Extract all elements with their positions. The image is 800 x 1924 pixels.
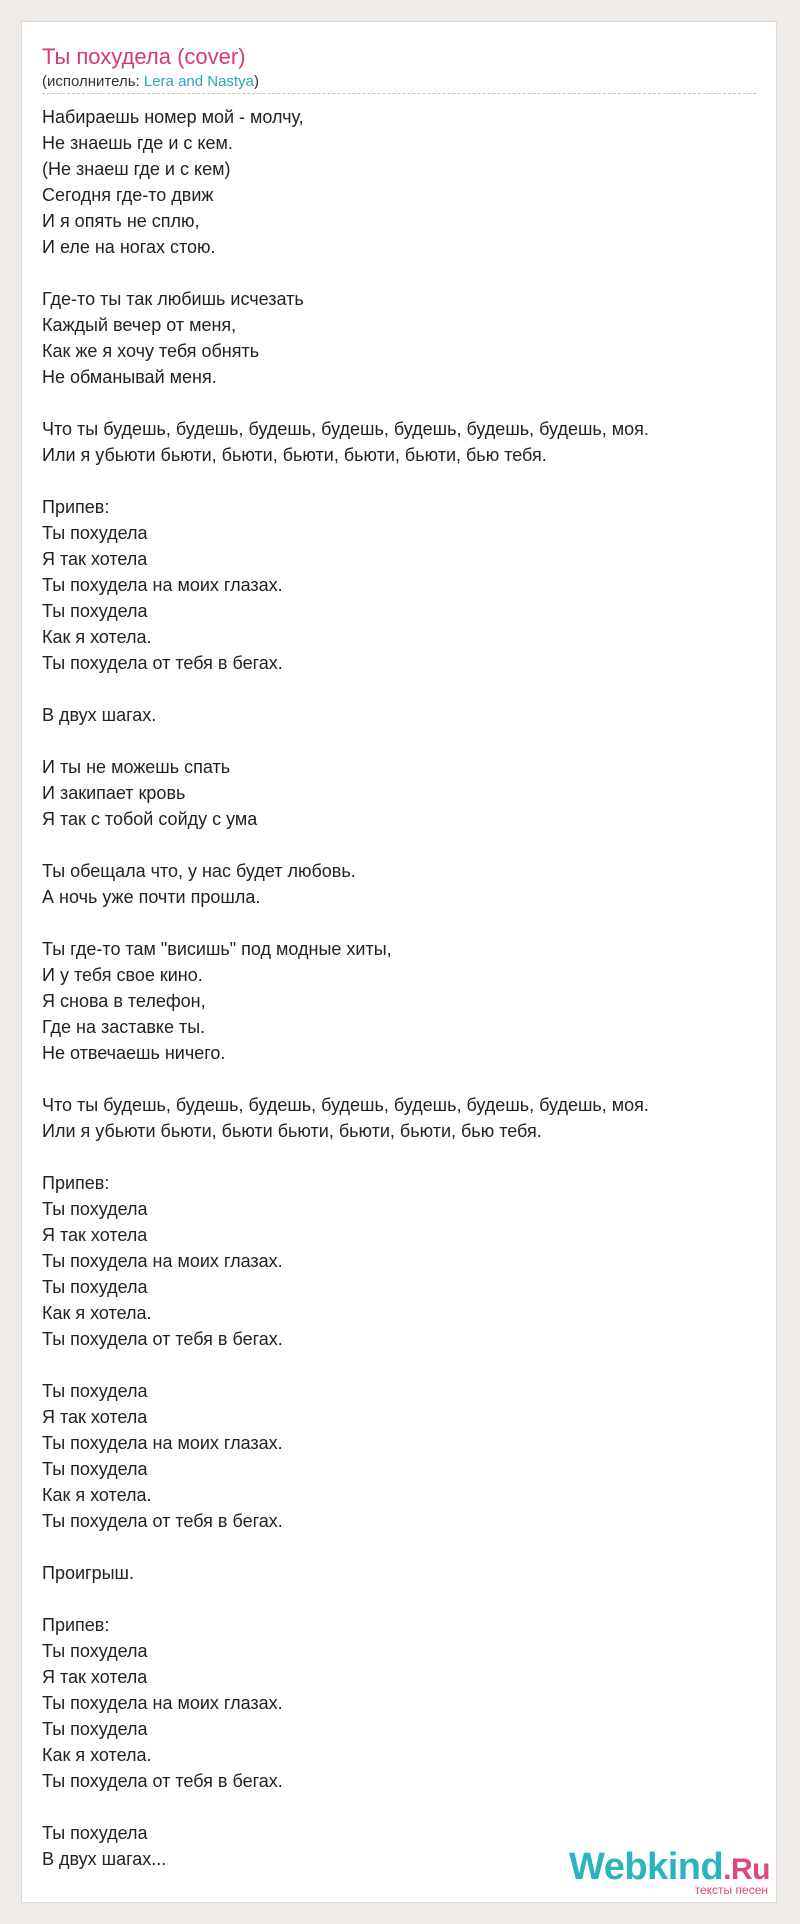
lyric-line: Как я хотела. [42, 1745, 152, 1765]
lyric-line [42, 260, 762, 286]
lyric-line: Где-то ты так любишь исчезать [42, 289, 304, 309]
artist-prefix: (исполнитель: [42, 73, 144, 90]
lyric-line: Ты похудела на моих глазах. [42, 1433, 283, 1453]
lyric-line: Ты похудела на моих глазах. [42, 1693, 283, 1713]
lyric-line: Что ты будешь, будешь, будешь, будешь, будешь, будешь, будешь, моя. [42, 419, 649, 439]
lyric-line: Я снова в телефон, [42, 991, 206, 1011]
lyric-line: Ты похудела на моих глазах. [42, 575, 283, 595]
lyric-line: Ты похудела на моих глазах. [42, 1251, 283, 1271]
lyric-line [42, 910, 762, 936]
lyric-line [42, 1144, 762, 1170]
lyric-line [42, 1534, 762, 1560]
artist-link[interactable]: Lera and Nastya [143, 73, 254, 90]
lyric-line: Ты похудела [42, 1641, 148, 1661]
lyric-line: Или я убьюти бьюти, бьюти, бьюти, бьюти, бьюти, бью тебя. [42, 445, 547, 465]
watermark-logo [569, 1848, 770, 1886]
lyric-line: Припев: [42, 1615, 110, 1635]
lyric-line: И я опять не сплю, [42, 211, 200, 231]
title-separator [42, 93, 756, 94]
lyric-line: Сегодня где-то движ [42, 185, 214, 205]
lyric-line [42, 832, 762, 858]
lyric-line: Ты похудела [42, 601, 148, 621]
lyric-line: Ты похудела от тебя в бегах. [42, 1329, 283, 1349]
watermark-tagline: тексты песен [694, 1883, 768, 1897]
lyric-line: Не отвечаешь ничего. [42, 1043, 226, 1063]
lyric-line: Я так с тобой сойду с ума [42, 809, 258, 829]
lyric-line: Набираешь номер мой - молчу, [42, 107, 304, 127]
lyric-line: Как я хотела. [42, 1485, 152, 1505]
lyric-line: (Не знаеш где и с кем) [42, 159, 231, 179]
lyric-line: Что ты будешь, будешь, будешь, будешь, будешь, будешь, будешь, моя. [42, 1095, 649, 1115]
lyric-line: Не знаешь где и с кем. [42, 133, 233, 153]
lyric-line: Припев: [42, 497, 110, 517]
lyric-line: Я так хотела [42, 1407, 148, 1427]
lyric-line: И еле на ногах стою. [42, 237, 216, 257]
lyric-line [42, 1794, 762, 1820]
lyrics-body [42, 104, 762, 1872]
lyric-line [42, 390, 762, 416]
lyric-line: Не обманывай меня. [42, 367, 217, 387]
artist-suffix: ) [253, 73, 259, 90]
lyric-line: И у тебя свое кино. [42, 965, 203, 985]
watermark-tld: .Ru [723, 1853, 770, 1886]
song-title: Ты похудела (cover) [42, 44, 246, 69]
lyric-line: Ты похудела [42, 1459, 148, 1479]
lyric-line: Где на заставке ты. [42, 1017, 206, 1037]
lyric-line: А ночь уже почти прошла. [42, 887, 261, 907]
lyric-line: Как я хотела. [42, 627, 152, 647]
lyric-line: В двух шагах... [42, 1849, 167, 1869]
lyric-line: Я так хотела [42, 1225, 148, 1245]
lyric-line: Я так хотела [42, 1667, 148, 1687]
lyric-line [42, 1066, 762, 1092]
lyric-line: Ты похудела [42, 1199, 148, 1219]
lyric-line: В двух шагах. [42, 705, 157, 725]
lyric-line: Ты похудела от тебя в бегах. [42, 1511, 283, 1531]
lyric-line: Ты похудела [42, 1823, 148, 1843]
lyric-line: Ты обещала что, у нас будет любовь. [42, 861, 356, 881]
lyric-line: И ты не можешь спать [42, 757, 231, 777]
lyric-line: Проигрыш. [42, 1563, 134, 1583]
artist-line [42, 73, 259, 91]
lyric-line: Ты похудела от тебя в бегах. [42, 653, 283, 673]
lyric-line: Как я хотела. [42, 1303, 152, 1323]
lyric-line [42, 1352, 762, 1378]
lyric-line: Припев: [42, 1173, 110, 1193]
site-watermark [569, 1848, 770, 1896]
lyric-line: Или я убьюти бьюти, бьюти бьюти, бьюти, бьюти, бью тебя. [42, 1121, 542, 1141]
lyric-line [42, 468, 762, 494]
lyric-line: И закипает кровь [42, 783, 186, 803]
lyric-line: Каждый вечер от меня, [42, 315, 237, 335]
lyric-line [42, 1586, 762, 1612]
lyric-line: Как же я хочу тебя обнять [42, 341, 260, 361]
lyric-line [42, 676, 762, 702]
watermark-brand: Webkind [569, 1846, 724, 1888]
lyric-line: Ты похудела от тебя в бегах. [42, 1771, 283, 1791]
lyric-line: Ты похудела [42, 523, 148, 543]
lyric-line: Ты где-то там "висишь" под модные хиты, [42, 939, 392, 959]
lyric-line [42, 728, 762, 754]
lyric-line: Я так хотела [42, 549, 148, 569]
lyric-line: Ты похудела [42, 1719, 148, 1739]
lyric-line: Ты похудела [42, 1277, 148, 1297]
lyric-line: Ты похудела [42, 1381, 148, 1401]
lyrics-card [21, 21, 777, 1903]
